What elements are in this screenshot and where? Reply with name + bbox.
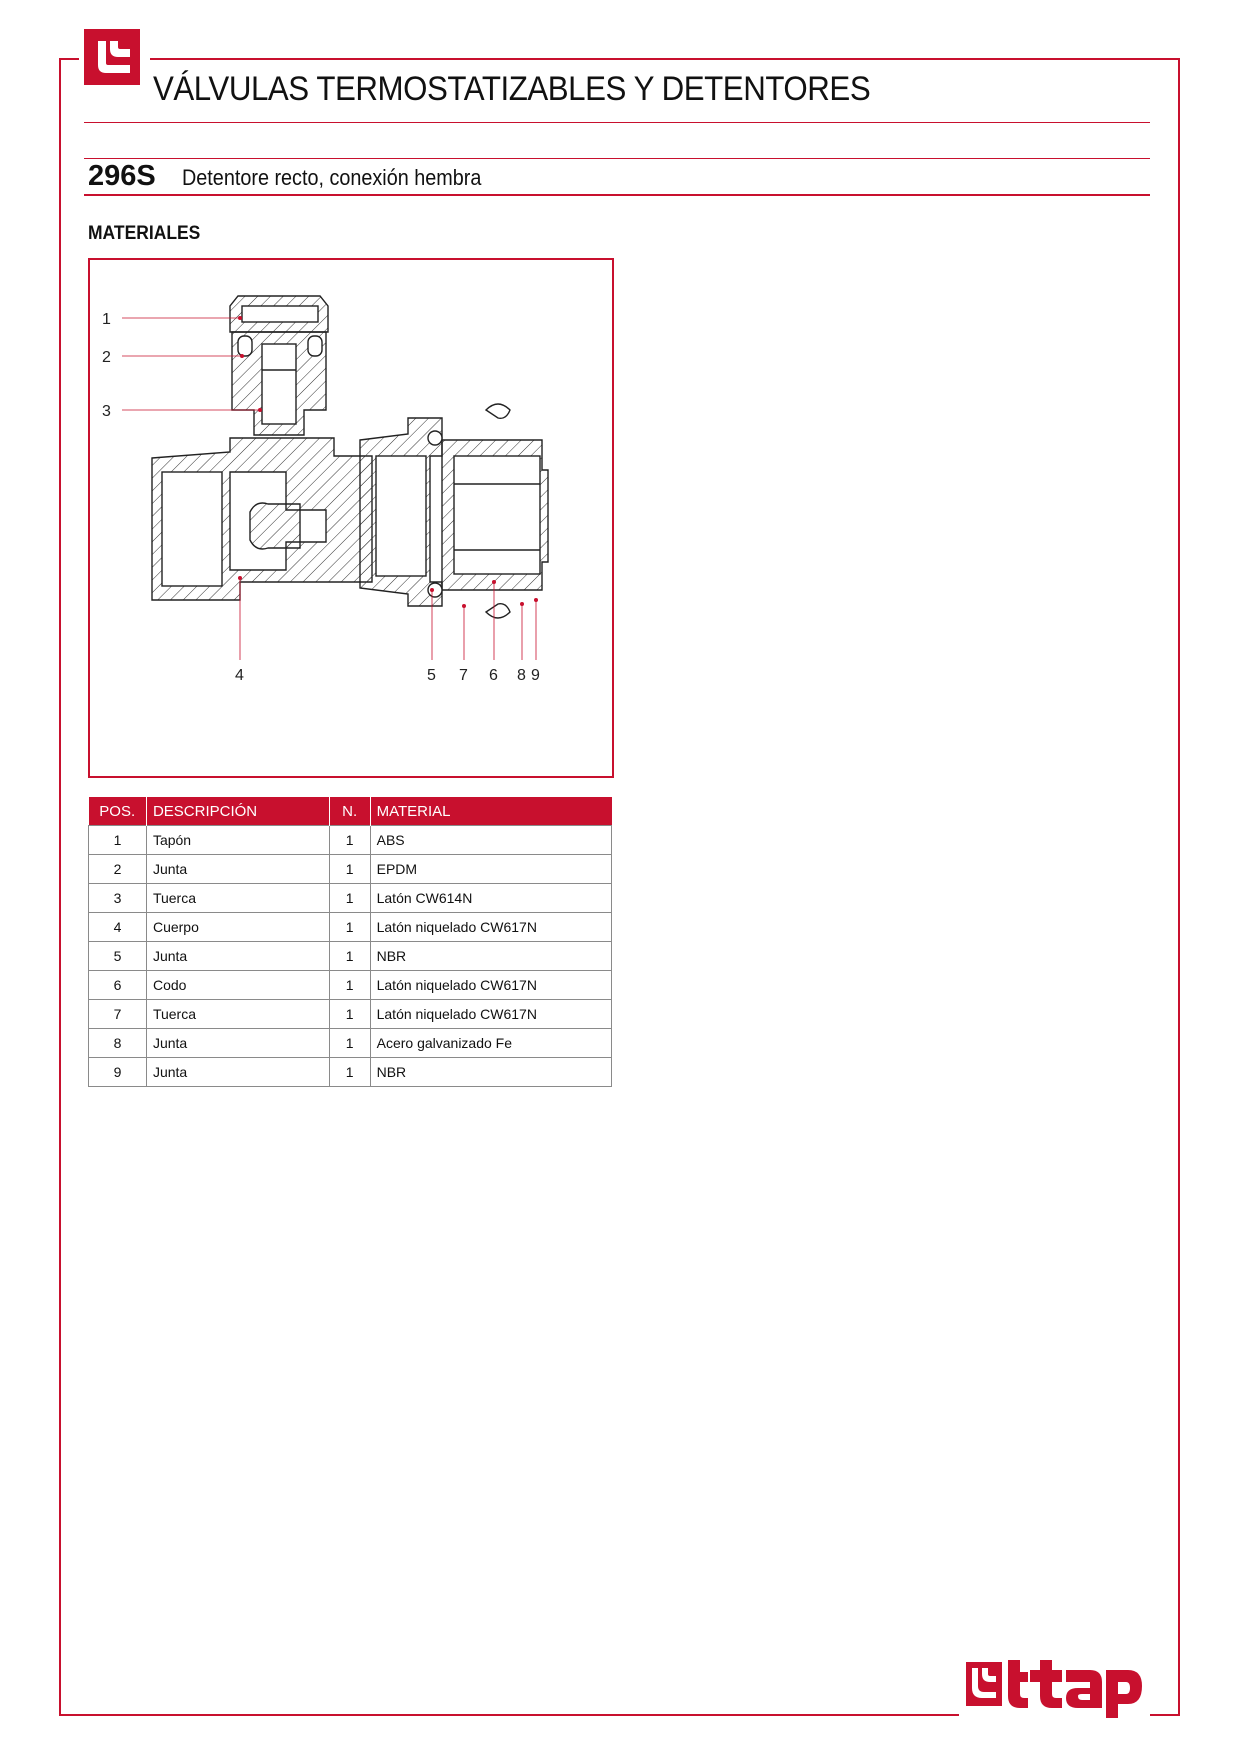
- cell-description: Junta: [146, 855, 329, 884]
- cell-material: Latón niquelado CW617N: [370, 913, 611, 942]
- table-row: [89, 855, 612, 884]
- cell-description: Tapón: [146, 826, 329, 855]
- itap-pipe-icon: [84, 29, 140, 85]
- cell-description: Cuerpo: [146, 913, 329, 942]
- product-rule-top: [84, 158, 1150, 159]
- cell-pos: 6: [89, 971, 147, 1000]
- product-rule-bottom: [84, 194, 1150, 196]
- cell-description: Junta: [146, 1029, 329, 1058]
- callout-6: 6: [489, 667, 498, 684]
- cell-pos: 2: [89, 855, 147, 884]
- cell-material: ABS: [370, 826, 611, 855]
- table-row: [89, 1058, 612, 1087]
- cell-n: 1: [329, 1000, 370, 1029]
- cell-material: Latón niquelado CW617N: [370, 971, 611, 1000]
- cell-pos: 5: [89, 942, 147, 971]
- frame-bottom-right-stub: [1150, 1714, 1180, 1716]
- cell-material: NBR: [370, 1058, 611, 1087]
- frame-top-line: [150, 58, 1180, 60]
- table-row: [89, 884, 612, 913]
- cell-material: Latón niquelado CW617N: [370, 1000, 611, 1029]
- callout-5: 5: [427, 667, 436, 684]
- product-description: Detentore recto, conexión hembra: [182, 165, 482, 190]
- cell-n: 1: [329, 1029, 370, 1058]
- cell-description: Tuerca: [146, 1000, 329, 1029]
- cell-n: 1: [329, 942, 370, 971]
- col-header-material: MATERIAL: [370, 797, 611, 826]
- cell-n: 1: [329, 1058, 370, 1087]
- cell-n: 1: [329, 826, 370, 855]
- callout-7: 7: [459, 667, 468, 684]
- callout-2: 2: [102, 349, 111, 366]
- callout-9: 9: [531, 667, 540, 684]
- cell-material: Latón CW614N: [370, 884, 611, 913]
- title-underline: [84, 122, 1150, 123]
- itap-brand-logo: [966, 1656, 1142, 1727]
- table-row: [89, 826, 612, 855]
- col-header-n: N.: [329, 797, 370, 826]
- valve-cross-section-drawing: [90, 260, 612, 776]
- cell-description: Codo: [146, 971, 329, 1000]
- callout-4: 4: [235, 667, 244, 684]
- cell-material: NBR: [370, 942, 611, 971]
- frame-right-line: [1178, 58, 1180, 1716]
- table-row: [89, 971, 612, 1000]
- cell-pos: 3: [89, 884, 147, 913]
- cell-material: Acero galvanizado Fe: [370, 1029, 611, 1058]
- cell-description: Tuerca: [146, 884, 329, 913]
- cell-material: EPDM: [370, 855, 611, 884]
- table-header-row: [89, 797, 612, 826]
- table-row: [89, 913, 612, 942]
- callout-8: 8: [517, 667, 526, 684]
- cell-pos: 7: [89, 1000, 147, 1029]
- cell-pos: 1: [89, 826, 147, 855]
- table-row: [89, 1029, 612, 1058]
- cell-description: Junta: [146, 942, 329, 971]
- cell-n: 1: [329, 884, 370, 913]
- table-row: [89, 1000, 612, 1029]
- callout-1: 1: [102, 311, 111, 328]
- cell-pos: 8: [89, 1029, 147, 1058]
- page-title: VÁLVULAS TERMOSTATIZABLES Y DETENTORES: [153, 70, 871, 108]
- cell-n: 1: [329, 855, 370, 884]
- table-row: [89, 942, 612, 971]
- cell-pos: 4: [89, 913, 147, 942]
- product-code: 296S: [88, 160, 156, 192]
- section-title: MATERIALES: [88, 223, 201, 244]
- col-header-pos: POS.: [89, 797, 147, 826]
- valve-cross-section-figure: [88, 258, 614, 778]
- cell-description: Junta: [146, 1058, 329, 1087]
- callout-3: 3: [102, 403, 111, 420]
- cell-n: 1: [329, 971, 370, 1000]
- frame-bottom-line: [59, 1714, 959, 1716]
- cell-pos: 9: [89, 1058, 147, 1087]
- materials-table: [88, 797, 612, 1087]
- frame-top-left-stub: [59, 58, 79, 60]
- col-header-description: DESCRIPCIÓN: [146, 797, 329, 826]
- cell-n: 1: [329, 913, 370, 942]
- frame-left-line: [59, 58, 61, 1716]
